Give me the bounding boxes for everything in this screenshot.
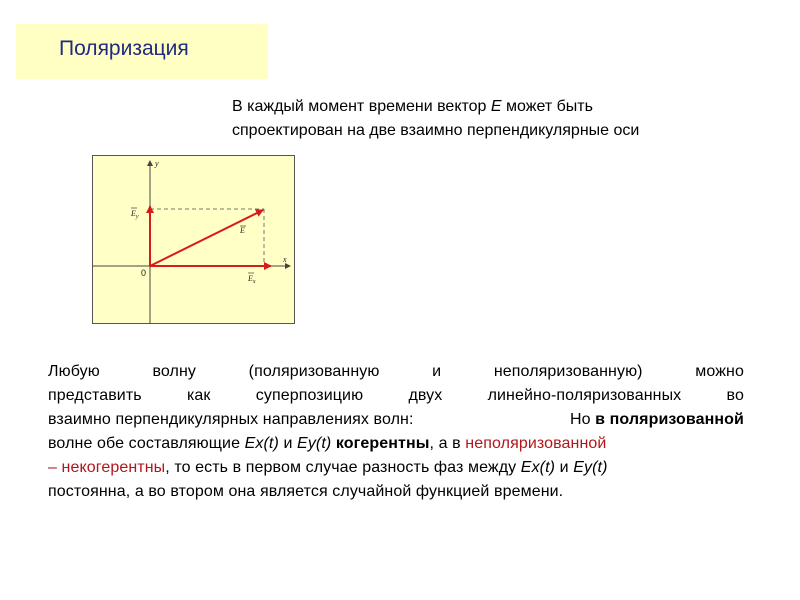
word: , то есть в первом случае разность фаз между <box>165 459 517 476</box>
ey-t-term: Ey(t) <box>297 435 332 452</box>
paragraph-line-2 <box>48 384 744 408</box>
word: как <box>186 387 211 404</box>
ey-label <box>130 209 139 220</box>
bold-coherent: когерентны <box>335 435 430 452</box>
word: двух <box>408 387 443 404</box>
word: неполяризованную) <box>493 363 643 380</box>
word: волне обе составляющие <box>48 435 241 452</box>
paragraph-line-5 <box>48 456 744 480</box>
vector-e-symbol: E <box>490 98 502 115</box>
word: (поляризованную <box>248 363 380 380</box>
vector-e <box>150 210 263 266</box>
word: представить <box>48 387 142 404</box>
word: суперпозицию <box>255 387 364 404</box>
ey-label-main: E <box>131 209 136 218</box>
ey-label-sub: y <box>135 214 139 220</box>
ey-t-term: Ey(t) <box>573 459 608 476</box>
word: линейно-поляризованных <box>487 387 682 404</box>
intro-line-1-start: В каждый момент времени вектор <box>232 98 487 115</box>
word: , а в <box>429 435 461 452</box>
paragraph-line-3-end <box>570 408 744 432</box>
e-label: E <box>240 226 245 235</box>
diagram-svg <box>93 156 296 325</box>
paragraph-line-3-start: взаимно перпендикулярных направлениях волн: <box>48 411 414 428</box>
vector-projection-diagram <box>92 155 295 324</box>
word: Любую <box>48 363 100 380</box>
word: во <box>726 387 744 404</box>
word: волну <box>152 363 197 380</box>
x-axis-label: x <box>283 255 287 264</box>
intro-text <box>232 95 772 143</box>
intro-line-2: спроектирован на две взаимно перпендикулярные оси <box>232 122 640 139</box>
paragraph-line-4 <box>48 432 744 456</box>
red-incoherent: – некогерентны <box>48 459 166 476</box>
page-title: Поляризация <box>59 37 189 60</box>
intro-line-1-end: может быть <box>506 98 593 115</box>
word: можно <box>695 363 744 380</box>
intro-line-1 <box>232 95 772 119</box>
bold-polarized: в поляризованной <box>595 411 744 428</box>
explanation-paragraph <box>48 360 744 504</box>
y-axis-label: y <box>155 159 159 168</box>
word: и <box>432 363 442 380</box>
paragraph-line-1 <box>48 360 744 384</box>
paragraph-line-3 <box>48 408 744 432</box>
title-banner <box>16 24 268 79</box>
word: и <box>283 435 293 452</box>
paragraph-line-6: постоянна, а во втором она является случайной функцией времени. <box>48 483 564 500</box>
ex-label <box>247 274 256 285</box>
ex-t-term: Ex(t) <box>244 435 279 452</box>
word: и <box>559 459 569 476</box>
origin-label: 0 <box>141 268 147 278</box>
ex-t-term: Ex(t) <box>520 459 556 476</box>
ex-label-sub: x <box>252 279 256 285</box>
red-unpolarized: неполяризованной <box>465 435 607 452</box>
word: Но <box>569 411 591 428</box>
ex-label-main: E <box>248 274 253 283</box>
